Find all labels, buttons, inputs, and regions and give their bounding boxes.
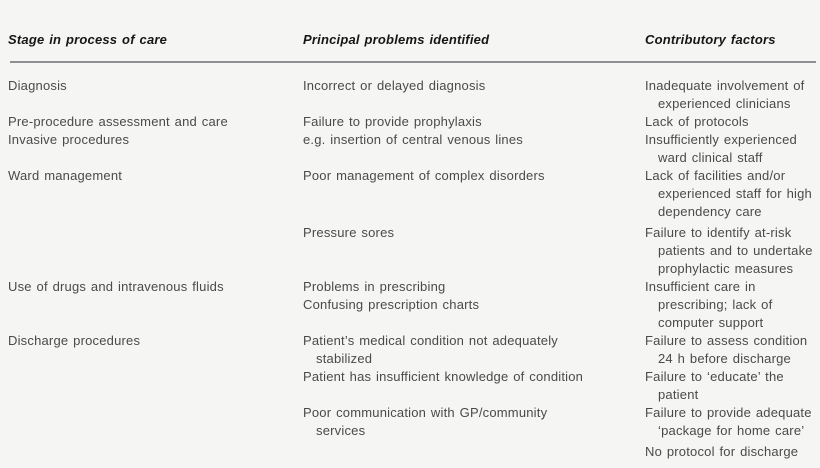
factor-item: Failure to provide adequate ‘package for home care’: [645, 405, 812, 438]
table-row: [8, 368, 820, 404]
problem-item: e.g. insertion of central venous lines: [303, 132, 523, 147]
table-row: [8, 77, 820, 113]
stage-cell: Pre-procedure assessment and care: [8, 114, 228, 129]
table-header-row: [8, 31, 820, 49]
factor-item: Insufficiently experienced ward clinical staff: [645, 132, 797, 165]
problem-item: Problems in prescribing: [303, 279, 446, 294]
table-row: [8, 131, 820, 167]
problem-item: Pressure sores: [303, 225, 395, 240]
factor-item: Failure to assess condition 24 h before discharge: [645, 333, 808, 366]
problem-item: Incorrect or delayed diagnosis: [303, 78, 486, 93]
table-row: [8, 224, 820, 278]
factor-item: Inadequate involvement of experienced clinicians: [645, 78, 805, 111]
stage-cell: Diagnosis: [8, 78, 67, 93]
table-row: [8, 404, 820, 440]
table-row: [8, 443, 820, 461]
factor-item: Lack of protocols: [645, 114, 749, 129]
stage-cell: Invasive procedures: [8, 132, 130, 147]
table-body: [8, 63, 820, 461]
table-row: [8, 167, 820, 221]
problem-item: Poor management of complex disorders: [303, 168, 545, 183]
table-row: [8, 332, 820, 368]
factor-item: Failure to identify at-risk patients and to undertake prophylactic measures: [645, 225, 813, 276]
problem-item: Failure to provide prophylaxis: [303, 114, 482, 129]
factor-item: No protocol for discharge: [645, 444, 799, 459]
table-row: [8, 278, 820, 332]
col-header-problems: Principal problems identified: [303, 32, 490, 47]
col-header-factors: Contributory factors: [645, 32, 776, 47]
factor-item: Insufficient care in prescribing; lack of computer support: [645, 279, 773, 330]
table-row: [8, 113, 820, 131]
problem-item: Patient’s medical condition not adequately stabilized: [303, 333, 558, 366]
problem-item: Poor communication with GP/community services: [303, 405, 548, 438]
stage-cell: Discharge procedures: [8, 333, 141, 348]
factor-item: Lack of facilities and/or experienced staff for high dependency care: [645, 168, 812, 219]
problem-item: Patient has insufficient knowledge of condition: [303, 369, 584, 384]
stage-cell: Ward management: [8, 168, 123, 183]
factor-item: Failure to ‘educate’ the patient: [645, 369, 784, 402]
col-header-stage: Stage in process of care: [8, 32, 168, 47]
problem-item: Confusing prescription charts: [303, 297, 480, 312]
stage-cell: Use of drugs and intravenous fluids: [8, 279, 224, 294]
